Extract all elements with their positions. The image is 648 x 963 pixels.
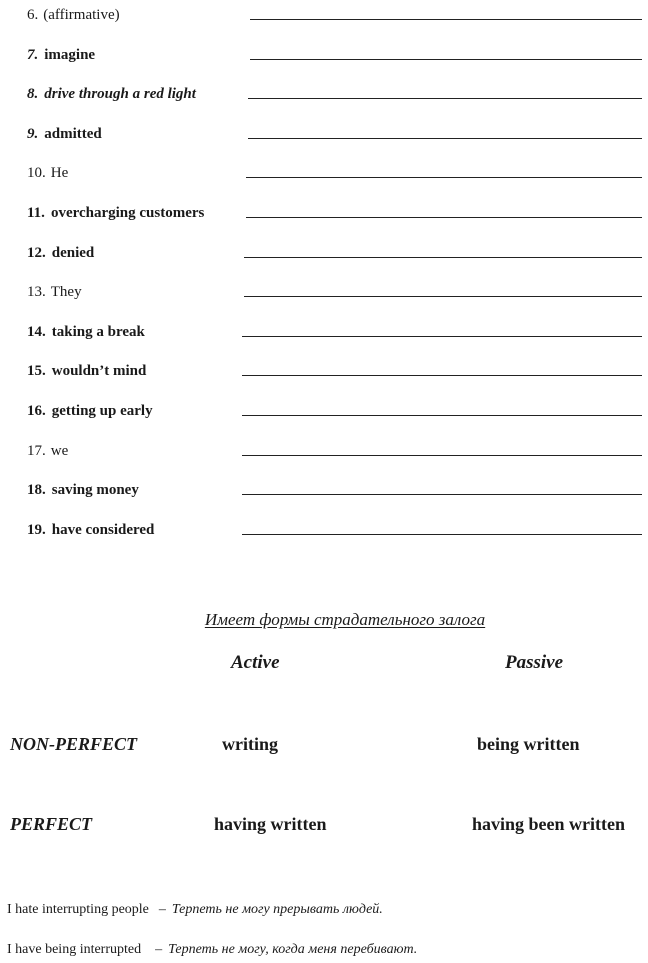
row-label-perfect: PERFECT	[10, 814, 93, 834]
example-english: I have being interrupted	[7, 942, 142, 957]
answer-line[interactable]	[242, 415, 642, 416]
answer-line[interactable]	[242, 375, 642, 376]
exercise-prompt: wouldn’t mind	[51, 363, 147, 380]
perfect-passive: having been written	[472, 814, 625, 834]
exercise-row	[0, 45, 648, 75]
exercise-label	[27, 84, 196, 104]
example-sentence	[7, 942, 417, 958]
exercise-number: 19.	[27, 521, 46, 538]
perfect-active: having written	[214, 814, 327, 834]
exercise-prompt: taking a break	[51, 323, 145, 340]
exercise-number: 11.	[27, 205, 45, 221]
example-russian: Терпеть не могу прерывать людей.	[171, 902, 383, 917]
dash: –	[158, 902, 166, 917]
answer-line[interactable]	[242, 336, 642, 337]
example-russian: Терпеть не могу, когда меня перебивают.	[168, 942, 418, 957]
exercise-prompt: overcharging customers	[50, 205, 205, 221]
exercise-number: 10.	[27, 165, 46, 182]
exercise-row	[0, 203, 648, 233]
exercise-row	[0, 5, 648, 35]
exercise-row	[0, 124, 648, 154]
exercise-row	[0, 84, 648, 114]
exercise-number: 14.	[27, 323, 46, 340]
example-sentence	[7, 902, 383, 918]
exercise-label	[27, 520, 154, 540]
exercise-prompt: have considered	[51, 521, 155, 538]
answer-line[interactable]	[242, 534, 642, 535]
column-header-passive: Passive	[505, 652, 564, 673]
exercise-number: 7.	[27, 46, 39, 63]
exercise-label	[27, 45, 95, 65]
dash: –	[155, 942, 163, 957]
exercise-label	[27, 322, 145, 342]
section-title: Имеет формы страдательного залога	[204, 610, 486, 629]
exercise-prompt: denied	[51, 244, 95, 261]
exercise-row	[0, 322, 648, 352]
exercise-label	[27, 5, 120, 25]
row-label-non-perfect: NON-PERFECT	[10, 734, 138, 754]
exercise-label	[27, 243, 94, 263]
exercise-label	[27, 282, 82, 302]
exercise-row	[0, 361, 648, 391]
exercise-prompt: admitted	[44, 125, 102, 142]
exercise-label	[27, 163, 68, 183]
exercise-number: 15.	[27, 363, 46, 380]
exercise-prompt: we	[50, 442, 69, 459]
answer-line[interactable]	[250, 19, 642, 20]
exercise-prompt: getting up early	[51, 403, 153, 419]
exercise-number: 6.	[27, 7, 39, 23]
exercise-row	[0, 480, 648, 510]
exercise-prompt: saving money	[51, 482, 139, 499]
exercise-row	[0, 282, 648, 312]
non-perfect-active: writing	[222, 734, 278, 754]
exercise-label	[27, 480, 139, 500]
exercise-row	[0, 441, 648, 471]
exercise-row	[0, 520, 648, 550]
exercise-row	[0, 243, 648, 273]
answer-line[interactable]	[242, 455, 642, 456]
answer-line[interactable]	[242, 494, 642, 495]
exercise-prompt: drive through a red light	[44, 86, 196, 103]
exercise-prompt: They	[50, 284, 82, 301]
exercise-number: 13.	[27, 284, 46, 301]
exercise-row	[0, 401, 648, 431]
non-perfect-passive: being written	[477, 734, 580, 754]
column-header-active: Active	[231, 652, 280, 673]
exercise-label	[27, 401, 153, 421]
exercise-prompt: imagine	[44, 46, 96, 63]
example-english: I hate interrupting people	[7, 902, 149, 917]
exercise-label	[27, 124, 102, 144]
exercise-number: 12.	[27, 244, 46, 261]
exercise-row	[0, 163, 648, 193]
exercise-number: 18.	[27, 482, 46, 499]
exercise-label	[27, 203, 204, 223]
answer-line[interactable]	[244, 296, 642, 297]
exercise-number: 8.	[27, 86, 39, 103]
answer-line[interactable]	[248, 138, 642, 139]
exercise-number: 16.	[27, 403, 46, 419]
exercise-number: 17.	[27, 442, 46, 459]
answer-line[interactable]	[250, 59, 642, 60]
exercise-label	[27, 441, 68, 461]
exercise-prompt: (affirmative)	[43, 7, 120, 23]
answer-line[interactable]	[246, 177, 642, 178]
exercise-label	[27, 361, 146, 381]
answer-line[interactable]	[248, 98, 642, 99]
exercise-prompt: He	[50, 165, 69, 182]
exercise-number: 9.	[27, 125, 39, 142]
answer-line[interactable]	[244, 257, 642, 258]
answer-line[interactable]	[246, 217, 642, 218]
